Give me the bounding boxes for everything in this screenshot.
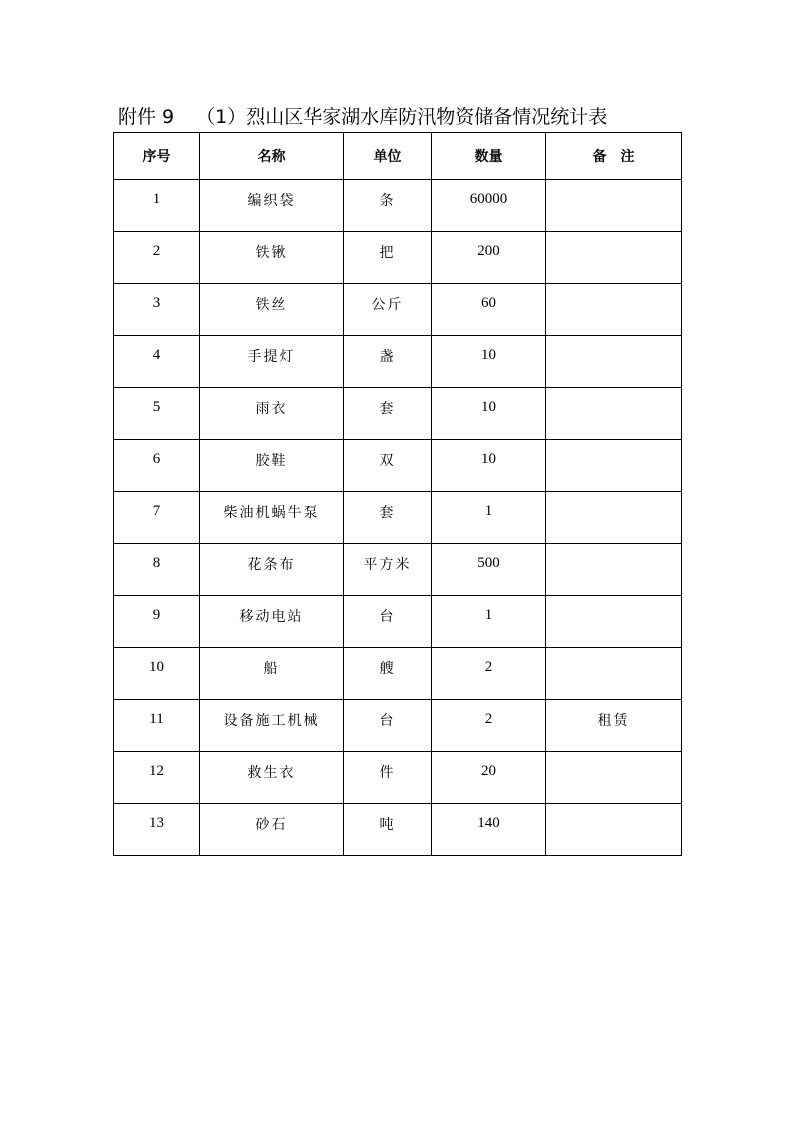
cell-name: 设备施工机械 — [200, 700, 344, 752]
table-row — [114, 492, 682, 544]
cell-qty: 10 — [432, 336, 546, 388]
table-row — [114, 804, 682, 856]
cell-note: 租赁 — [546, 700, 682, 752]
cell-unit: 艘 — [344, 648, 432, 700]
table-title: （1）烈山区华家湖水库防汛物资储备情况统计表 — [196, 106, 608, 128]
cell-qty: 500 — [432, 544, 546, 596]
cell-unit: 盏 — [344, 336, 432, 388]
cell-unit: 套 — [344, 388, 432, 440]
cell-note — [546, 596, 682, 648]
cell-unit: 件 — [344, 752, 432, 804]
cell-unit: 双 — [344, 440, 432, 492]
cell-name: 柴油机蜗牛泵 — [200, 492, 344, 544]
cell-note — [546, 284, 682, 336]
cell-unit: 把 — [344, 232, 432, 284]
header-unit: 单位 — [344, 133, 432, 180]
cell-unit: 套 — [344, 492, 432, 544]
table-row — [114, 284, 682, 336]
cell-no: 13 — [114, 804, 200, 856]
cell-name: 手提灯 — [200, 336, 344, 388]
cell-qty: 10 — [432, 440, 546, 492]
cell-note — [546, 752, 682, 804]
cell-qty: 1 — [432, 596, 546, 648]
cell-no: 6 — [114, 440, 200, 492]
page-title — [118, 102, 718, 132]
cell-qty: 20 — [432, 752, 546, 804]
table-row — [114, 752, 682, 804]
cell-unit: 吨 — [344, 804, 432, 856]
cell-unit: 台 — [344, 596, 432, 648]
cell-unit: 平方米 — [344, 544, 432, 596]
table-row — [114, 544, 682, 596]
flood-supplies-table — [113, 132, 682, 856]
cell-note — [546, 388, 682, 440]
cell-no: 1 — [114, 180, 200, 232]
cell-name: 花条布 — [200, 544, 344, 596]
cell-note — [546, 492, 682, 544]
header-row — [114, 133, 682, 180]
cell-qty: 1 — [432, 492, 546, 544]
cell-qty: 60000 — [432, 180, 546, 232]
cell-name: 铁锹 — [200, 232, 344, 284]
table-row — [114, 596, 682, 648]
header-name: 名称 — [200, 133, 344, 180]
cell-no: 2 — [114, 232, 200, 284]
cell-name: 砂石 — [200, 804, 344, 856]
cell-name: 胶鞋 — [200, 440, 344, 492]
cell-qty: 140 — [432, 804, 546, 856]
table-row — [114, 440, 682, 492]
cell-note — [546, 804, 682, 856]
cell-note — [546, 336, 682, 388]
header-qty: 数量 — [432, 133, 546, 180]
cell-name: 船 — [200, 648, 344, 700]
cell-no: 12 — [114, 752, 200, 804]
attachment-label: 附件 9 — [118, 106, 175, 128]
cell-note — [546, 544, 682, 596]
cell-note — [546, 440, 682, 492]
table-row — [114, 180, 682, 232]
cell-note — [546, 648, 682, 700]
cell-qty: 10 — [432, 388, 546, 440]
cell-note — [546, 232, 682, 284]
cell-no: 5 — [114, 388, 200, 440]
cell-name: 铁丝 — [200, 284, 344, 336]
cell-unit: 公斤 — [344, 284, 432, 336]
header-no: 序号 — [114, 133, 200, 180]
table-row — [114, 648, 682, 700]
header-note: 备 注 — [546, 133, 682, 180]
cell-qty: 2 — [432, 648, 546, 700]
cell-no: 10 — [114, 648, 200, 700]
cell-no: 8 — [114, 544, 200, 596]
cell-qty: 200 — [432, 232, 546, 284]
table-row — [114, 700, 682, 752]
cell-no: 7 — [114, 492, 200, 544]
cell-unit: 条 — [344, 180, 432, 232]
cell-qty: 60 — [432, 284, 546, 336]
cell-no: 3 — [114, 284, 200, 336]
cell-no: 9 — [114, 596, 200, 648]
cell-name: 雨衣 — [200, 388, 344, 440]
cell-note — [546, 180, 682, 232]
cell-no: 4 — [114, 336, 200, 388]
table-row — [114, 336, 682, 388]
cell-name: 移动电站 — [200, 596, 344, 648]
table-row — [114, 388, 682, 440]
cell-name: 救生衣 — [200, 752, 344, 804]
cell-unit: 台 — [344, 700, 432, 752]
cell-name: 编织袋 — [200, 180, 344, 232]
cell-no: 11 — [114, 700, 200, 752]
table-row — [114, 232, 682, 284]
cell-qty: 2 — [432, 700, 546, 752]
